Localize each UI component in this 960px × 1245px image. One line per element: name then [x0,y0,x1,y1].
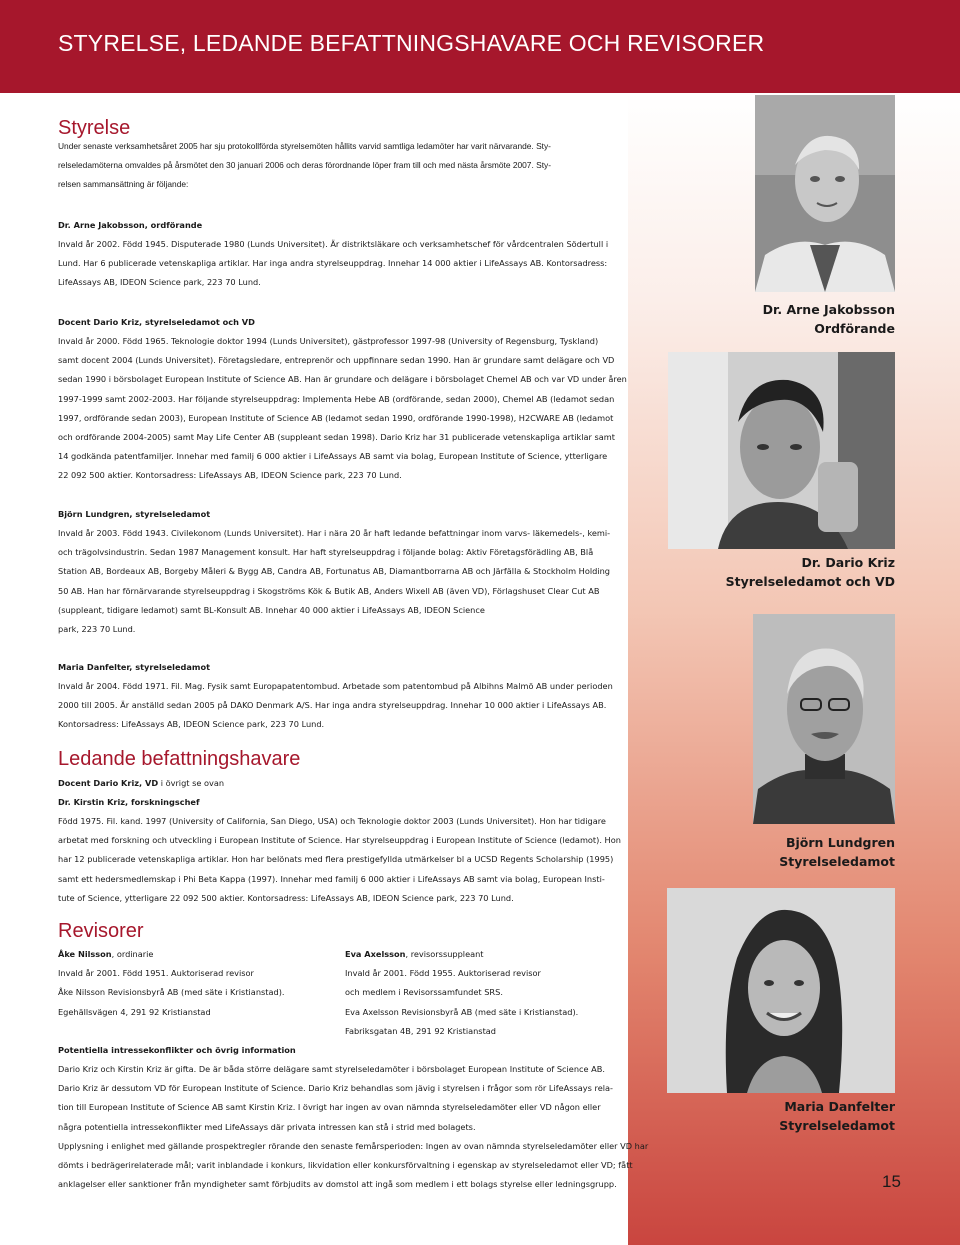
bio-line: 1997-1999 samt 2002-2003. Har följande styrelseuppdrag: Implementa Hebe AB (ordförande, sedan 2000), Chemel AB (ledamot sedan [58,393,615,404]
conflict-line: dömts i bedrägerirelaterade mål; varit inblandade i konkurs, likvidation eller konkursförvaltning i egenskap av styrelseledamot eller VD; fått [58,1160,633,1171]
conflict-line: anklagelser eller sanktioner från myndigheter samt förbjudits av domstol att ingå som medlem i ett bolags styrelse eller ledningsgrupp. [58,1179,617,1190]
caption-arne-role: Ordförande [814,321,895,336]
intro-line: relseledamöterna omvaldes på årsmötet den 30 januari 2006 och deras förordnande löper fram till och med nästa årsmöte 2007. Sty- [58,160,552,171]
revisor-line: Invald år 2001. Född 1951. Auktoriserad revisor [58,968,254,979]
intro-line: Under senaste verksamhetsåret 2005 har sju protokollförda styrelsemöten hållits varvid samtliga ledamöter har varit närvarande. Sty- [58,141,551,151]
portrait-maria-danfelter [667,888,895,1093]
caption-maria-role: Styrelseledamot [779,1118,895,1133]
member-bio-maria [58,677,613,735]
bio-line: 50 AB. Han har förnärvarande styrelseuppdrag i Skogströms Kök & Butik AB, Anders Wixell AB (även VD), Förlagshuset Clear Cut AB [58,585,600,596]
page-title: STYRELSE, LEDANDE BEFATTNINGSHAVARE OCH REVISORER [58,30,765,56]
bio-line: Invald år 2003. Född 1943. Civilekonom (Lunds Universitet). Har i nära 20 år haft ledande befattningar inom varvs- läkemedels-, kemi- [58,528,611,538]
bio-line: samt ett hedersmedlemskap i Phi Beta Kappa (1997). Innehar med familj 6 000 aktier i LifeAssays AB samt via bolag, European Insti- [58,873,605,884]
revisor-line: och medlem i Revisorssamfundet SRS. [345,987,503,998]
conflict-text [58,1060,648,1194]
bio-line: sedan 1990 i börsbolaget European Institute of Science AB. Han är grundare och delägare i börsbolaget Chemel AB och var VD under åren [58,374,627,385]
caption-bjorn-name: Björn Lundgren [785,835,895,850]
member-bio-arne [58,235,608,293]
member-bio-bjorn [58,524,610,639]
page-number: 15 [882,1172,901,1191]
revisor-suppleant [345,945,578,1041]
bio-line: 2000 till 2005. Är anställd sedan 2005 på DAKO Denmark A/S. Har inga andra styrelseuppdrag. Innehar 10 000 aktier i LifeAssays AB. [58,700,607,711]
header-banner [0,0,960,93]
portrait-arne-jakobsson [755,95,895,292]
bio-line: LifeAssays AB, IDEON Science park, 223 70 Lund. [58,277,261,288]
ledande-kirstin-name: Dr. Kirstin Kriz, forskningschef [58,797,200,807]
revisor-line: Åke Nilsson Revisionsbyrå AB (med säte i Kristianstad). [58,987,285,998]
bio-line: Station AB, Bordeaux AB, Borgeby Måleri & Bygg AB, Candra AB, Fortunatus AB, Diamantborrarna AB och Järfälla & Stockholm Holding [58,566,610,577]
portrait-dario-kriz [668,352,895,549]
member-name-maria: Maria Danfelter, styrelseledamot [58,662,210,672]
bio-line: Kontorsadress: LifeAssays AB, IDEON Science park, 223 70 Lund. [58,719,325,730]
ledande-dario-rest: i övrigt se ovan [158,778,225,788]
revisor-right-name: Eva Axelsson [345,949,406,959]
revisor-left-role: , ordinarie [111,949,154,959]
bio-line: samt docent 2004 (Lunds Universitet). Företagsledare, entreprenör och uppfinnare sedan 1990. Han är grundare samt delägare och VD [58,355,615,366]
revisorer-heading: Revisorer [58,920,144,942]
revisor-ordinarie [58,945,285,1022]
caption-dario-name: Dr. Dario Kriz [801,555,895,570]
bio-line: arbetat med forskning och utveckling i European Institute of Science. Har styrelseuppdrag i European Institute of Science (ledamot). Hon [58,835,621,846]
bio-line: och trägolvsindustrin. Sedan 1987 Management konsult. Har haft styrelseuppdrag i följande bolag: Aktiv Företagsförädling AB, Blå [58,547,594,558]
member-name-bjorn: Björn Lundgren, styrelseledamot [58,509,211,519]
bio-line: Lund. Har 6 publicerade vetenskapliga artiklar. Har inga andra styrelseuppdrag. Innehar 14 000 aktier i LifeAssays AB. Kontorsadress: [58,258,608,269]
caption-arne-name: Dr. Arne Jakobsson [762,302,895,317]
bio-line: Invald år 2002. Född 1945. Disputerade 1980 (Lunds Universitet). Är distriktsläkare och verksamhetschef för vårdcentralen Södertull i [58,239,609,249]
bio-line: (suppleant, tidigare ledamot) samt BL-Konsult AB. Innehar 40 000 aktier i LifeAssays AB, IDEON Science [58,604,485,615]
bio-line: 22 092 500 aktier. Kontorsadress: LifeAssays AB, IDEON Science park, 223 70 Lund. [58,470,402,481]
member-name-dario: Docent Dario Kriz, styrelseledamot och VD [58,317,255,327]
caption-dario-role: Styrelseledamot och VD [725,574,895,589]
caption-dario [726,553,895,591]
member-bio-dario [58,332,627,486]
portrait-bjorn-lundgren [753,614,895,824]
caption-maria [779,1097,895,1135]
bio-line: tute of Science, ytterligare 22 092 500 aktier. Kontorsadress: LifeAssays AB, IDEON Science park, 223 70 Lund. [58,892,514,903]
ledande-heading: Ledande befattningshavare [58,748,301,770]
bio-line: och ordförande 2004-2005) samt May Life Center AB (suppleant sedan 1998). Dario Kriz har 31 publicerade vetenskapliga artiklar samt [58,432,615,443]
revisor-line: Invald år 2001. Född 1955. Auktoriserad revisor [345,968,541,979]
revisor-left-name: Åke Nilsson [58,949,112,959]
conflict-heading: Potentiella intressekonflikter och övrig information [58,1045,296,1055]
intro-line: relsen sammansättning är följande: [58,179,189,190]
caption-maria-name: Maria Danfelter [784,1099,895,1114]
ledande-kirstin-bio [58,812,621,908]
member-name-arne: Dr. Arne Jakobsson, ordförande [58,220,203,230]
conflict-line: Dario Kriz är dessutom VD för European Institute of Science. Dario Kriz behandlas som jävig i styrelsen i frågor som rör LifeAssays rela- [58,1083,613,1094]
conflict-line: tion till European Institute of Science AB samt Kirstin Kriz. I övrigt har ingen av ovan nämnda styrelseledamöter eller VD någon eller [58,1102,601,1113]
caption-arne [763,300,895,338]
bio-line: Invald år 2004. Född 1971. Fil. Mag. Fysik samt Europapatentombud. Arbetade som patentombud på Albihns Malmö AB under perioden [58,681,613,691]
ledande-dario-line [58,774,224,793]
conflict-line: några potentiella intressekonflikter med LifeAssays där privata intressen kan stå i strid med bolagets. [58,1121,476,1132]
bio-line: Invald år 2000. Född 1965. Teknologie doktor 1994 (Lunds Universitet), gästprofessor 1997-98 (University of Regensburg, Tyskland) [58,336,599,346]
revisor-right-title [345,945,578,964]
revisor-line: Fabriksgatan 4B, 291 92 Kristianstad [345,1025,496,1036]
conflict-line: Upplysning i enlighet med gällande prospektregler rörande den senaste femårsperioden: Ingen av ovan nämnda styrelseledamöter eller VD har [58,1140,649,1151]
revisor-right-role: , revisorssuppleant [405,949,484,959]
revisor-left-title [58,945,285,964]
caption-bjorn [779,833,895,871]
bio-line: 1997, ordförande sedan 2003), European Institute of Science AB (ledamot sedan 1990, ordförande 1990-1998), H2CWARE AB (ledamot [58,412,614,423]
revisor-line: Eva Axelsson Revisionsbyrå AB (med säte i Kristianstad). [345,1006,579,1017]
ledande-dario-name: Docent Dario Kriz, VD [58,778,159,788]
styrelse-heading: Styrelse [58,117,131,139]
conflict-line: Dario Kriz och Kirstin Kriz är gifta. De är båda större delägare samt styrelseledamöter i börsbolaget European Institute of Science AB. [58,1064,605,1074]
styrelse-intro [58,137,551,195]
revisor-line: Egehällsvägen 4, 291 92 Kristianstad [58,1006,211,1017]
bio-line: park, 223 70 Lund. [58,624,136,635]
bio-line: Född 1975. Fil. kand. 1997 (University of California, San Diego, USA) och Teknologie doktor 2003 (Lunds Universitet). Hon har tidigare [58,816,606,826]
bio-line: 14 godkända patentfamiljer. Innehar med familj 6 000 aktier i LifeAssays AB samt via bolag, European Institute of Science, ytterligare [58,451,608,462]
caption-bjorn-role: Styrelseledamot [779,854,895,869]
bio-line: har 12 publicerade vetenskapliga artiklar. Hon har belönats med flera prestigefyllda utmärkelser bl a UCSD Regents Scholarship (1995) [58,854,614,865]
